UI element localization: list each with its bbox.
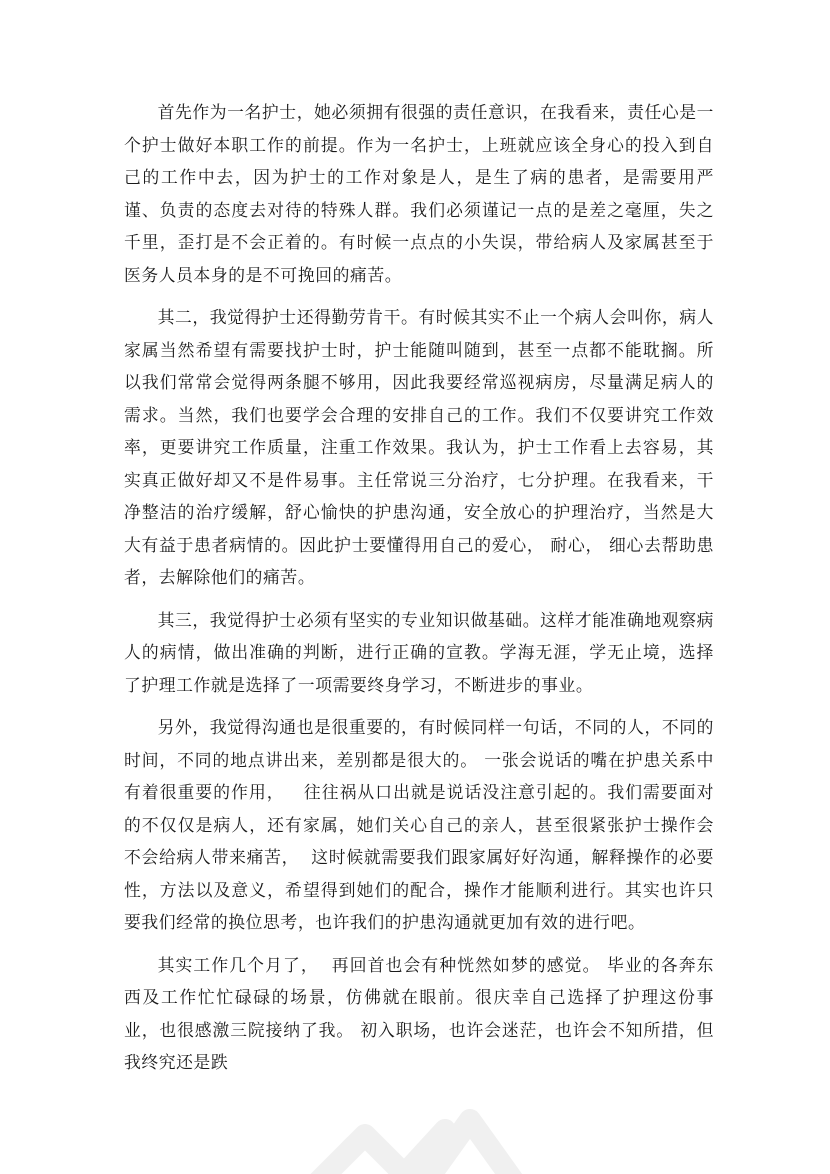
paragraph-diligence: 其二，我觉得护士还得勤劳肯干。有时候其实不止一个病人会叫你，病人家属当然希望有需要找护士时，护士能随叫随到，甚至一点都不能耽搁。所以我们常常会觉得两条腿不够用，因此我要经常巡视病房，尽量满足病人的需求。当然，我们也要学会合理的安排自己的工作。我们不仅要讲究工作效率，更要讲究工作质量，注重工作效果。我认为，护士工作看上去容易，其实真正做好却又不是件易事。主任常说三分治疗，七分护理。在我看来，干净整洁的治疗缓解，舒心愉快的护患沟通，安全放心的护理治疗，当然是大大有益于患者病情的。因此护士要懂得用自己的爱心， 耐心， 细心去帮助患者，去解除他们的痛苦。 bbox=[124, 307, 714, 587]
paragraph-responsibility: 首先作为一名护士，她必须拥有很强的责任意识，在我看来，责任心是一个护士做好本职工作的前提。作为一名护士，上班就应该全身心的投入到自己的工作中去，因为护士的工作对象是人，是生了病的患者，是需要用严谨、负责的态度去对待的特殊人群。我们必须谨记一点的是差之毫厘，失之千里，歪打是不会正着的。有时候一点点的小失误，带给病人及家属甚至于医务人员本身的是不可挽回的痛苦。 bbox=[124, 102, 714, 285]
document-body bbox=[124, 96, 714, 1079]
paragraph-reflection: 其实工作几个月了， 再回首也会有种恍然如梦的感觉。 毕业的各奔东西及工作忙忙碌碌的场景，仿佛就在眼前。很庆幸自己选择了护理这份事业，也很感激三院接纳了我。 初入职场，也许会迷茫，也许会不知所措，但我终究还是跌 bbox=[124, 954, 714, 1072]
paragraph-communication: 另外，我觉得沟通也是很重要的，有时候同样一句话，不同的人，不同的时间，不同的地点讲出来，差别都是很大的。 一张会说话的嘴在护患关系中有着很重要的作用， 往往祸从口出就是说话没注意引起的。我们需要面对的不仅仅是病人，还有家属，她们关心自己的亲人，甚至很紧张护士操作会不会给病人带来痛苦， 这时候就需要我们跟家属好好沟通，解释操作的必要性，方法以及意义，希望得到她们的配合，操作才能顺利进行。其实也许只要我们经常的换位思考，也许我们的护患沟通就更加有效的进行吧。 bbox=[124, 717, 714, 932]
paragraph-professional-knowledge: 其三，我觉得护士必须有坚实的专业知识做基础。这样才能准确地观察病人的病情，做出准确的判断，进行正确的宣教。学海无涯，学无止境，选择了护理工作就是选择了一项需要终身学习，不断进步的事业。 bbox=[124, 609, 714, 695]
